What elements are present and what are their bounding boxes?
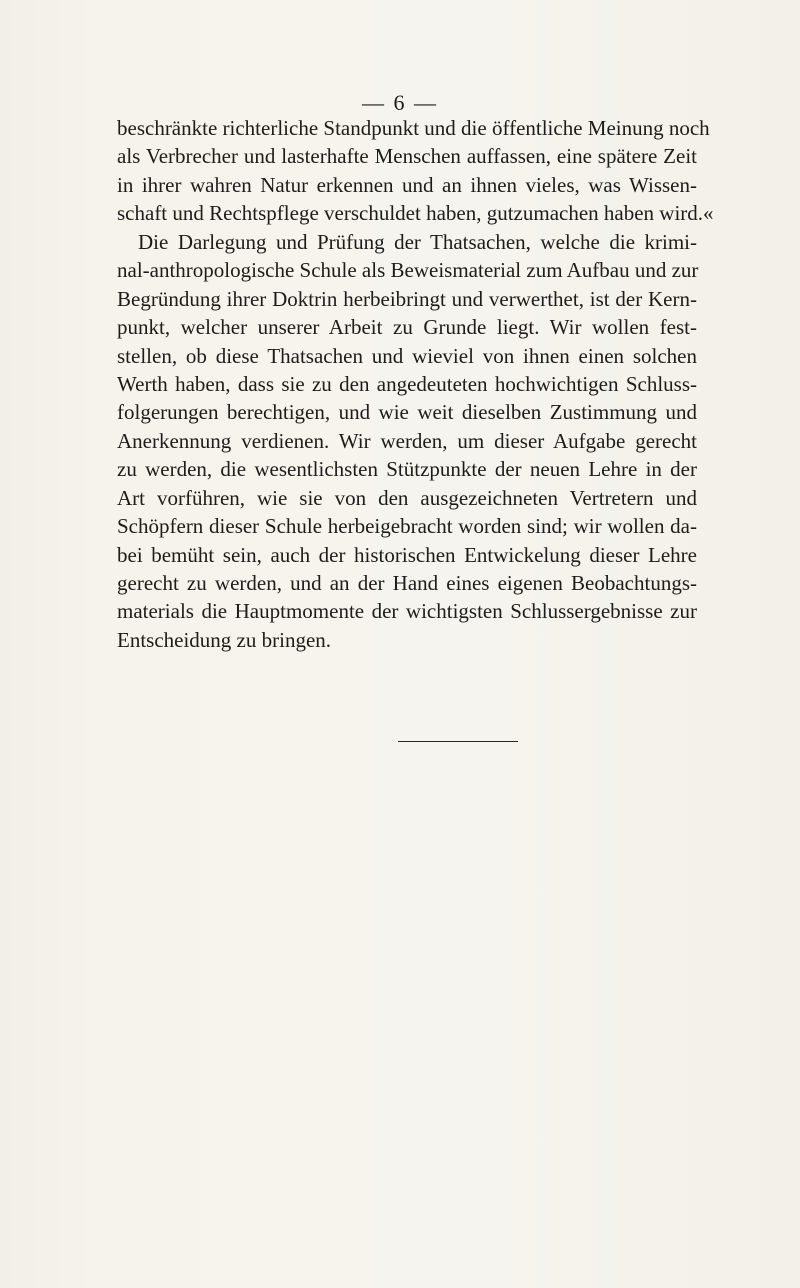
text-line: gerecht zu werden, und an der Hand eines eigenen Beobachtungs- (117, 571, 697, 595)
text-line: punkt, welcher unserer Arbeit zu Grunde liegt. Wir wollen fest- (117, 315, 697, 340)
text-line: bei bemüht sein, auch der historischen Entwickelung dieser Lehre (117, 542, 697, 567)
text-line: Begründung ihrer Doktrin herbeibringt und verwerthet, ist der Kern- (117, 286, 697, 311)
text-line: Anerkennung verdienen. Wir werden, um dieser Aufgabe gerecht (117, 428, 697, 453)
text-line: Entscheidung zu bringen. (117, 627, 332, 652)
text-line: materials die Hauptmomente der wichtigsten Schlussergebnisse zur (117, 599, 697, 624)
text-line: Die Darlegung und Prüfung der Thatsachen, welche die krimi- (138, 229, 697, 254)
text-line: als Verbrecher und lasterhafte Menschen auffassen, eine spätere Zeit (117, 144, 697, 169)
body-text (117, 114, 714, 654)
text-line: Art vorführen, wie sie von den ausgezeichneten Vertretern und (117, 485, 697, 510)
text-line: Werth haben, dass sie zu den angedeuteten hochwichtigen Schluss- (117, 371, 697, 396)
text-line: stellen, ob diese Thatsachen und wieviel von ihnen einen solchen (117, 343, 697, 368)
page-number: — 6 — (362, 90, 438, 115)
text-line: beschränkte richterliche Standpunkt und die öffentliche Meinung noch (117, 116, 710, 140)
section-divider (398, 741, 518, 742)
text-line: Schöpfern dieser Schule herbeigebracht worden sind; wir wollen da- (117, 514, 697, 539)
text-line: nal-anthropologische Schule als Beweismaterial zum Aufbau und zur (117, 258, 699, 283)
text-line: folgerungen berechtigen, und wie weit dieselben Zustimmung und (117, 400, 697, 425)
text-line: zu werden, die wesentlichsten Stützpunkte der neuen Lehre in der (117, 457, 697, 482)
text-line: in ihrer wahren Natur erkennen und an ihnen vieles, was Wissen- (117, 172, 697, 197)
text-line: schaft und Rechtspflege verschuldet haben, gutzumachen haben wird.« (117, 201, 714, 226)
